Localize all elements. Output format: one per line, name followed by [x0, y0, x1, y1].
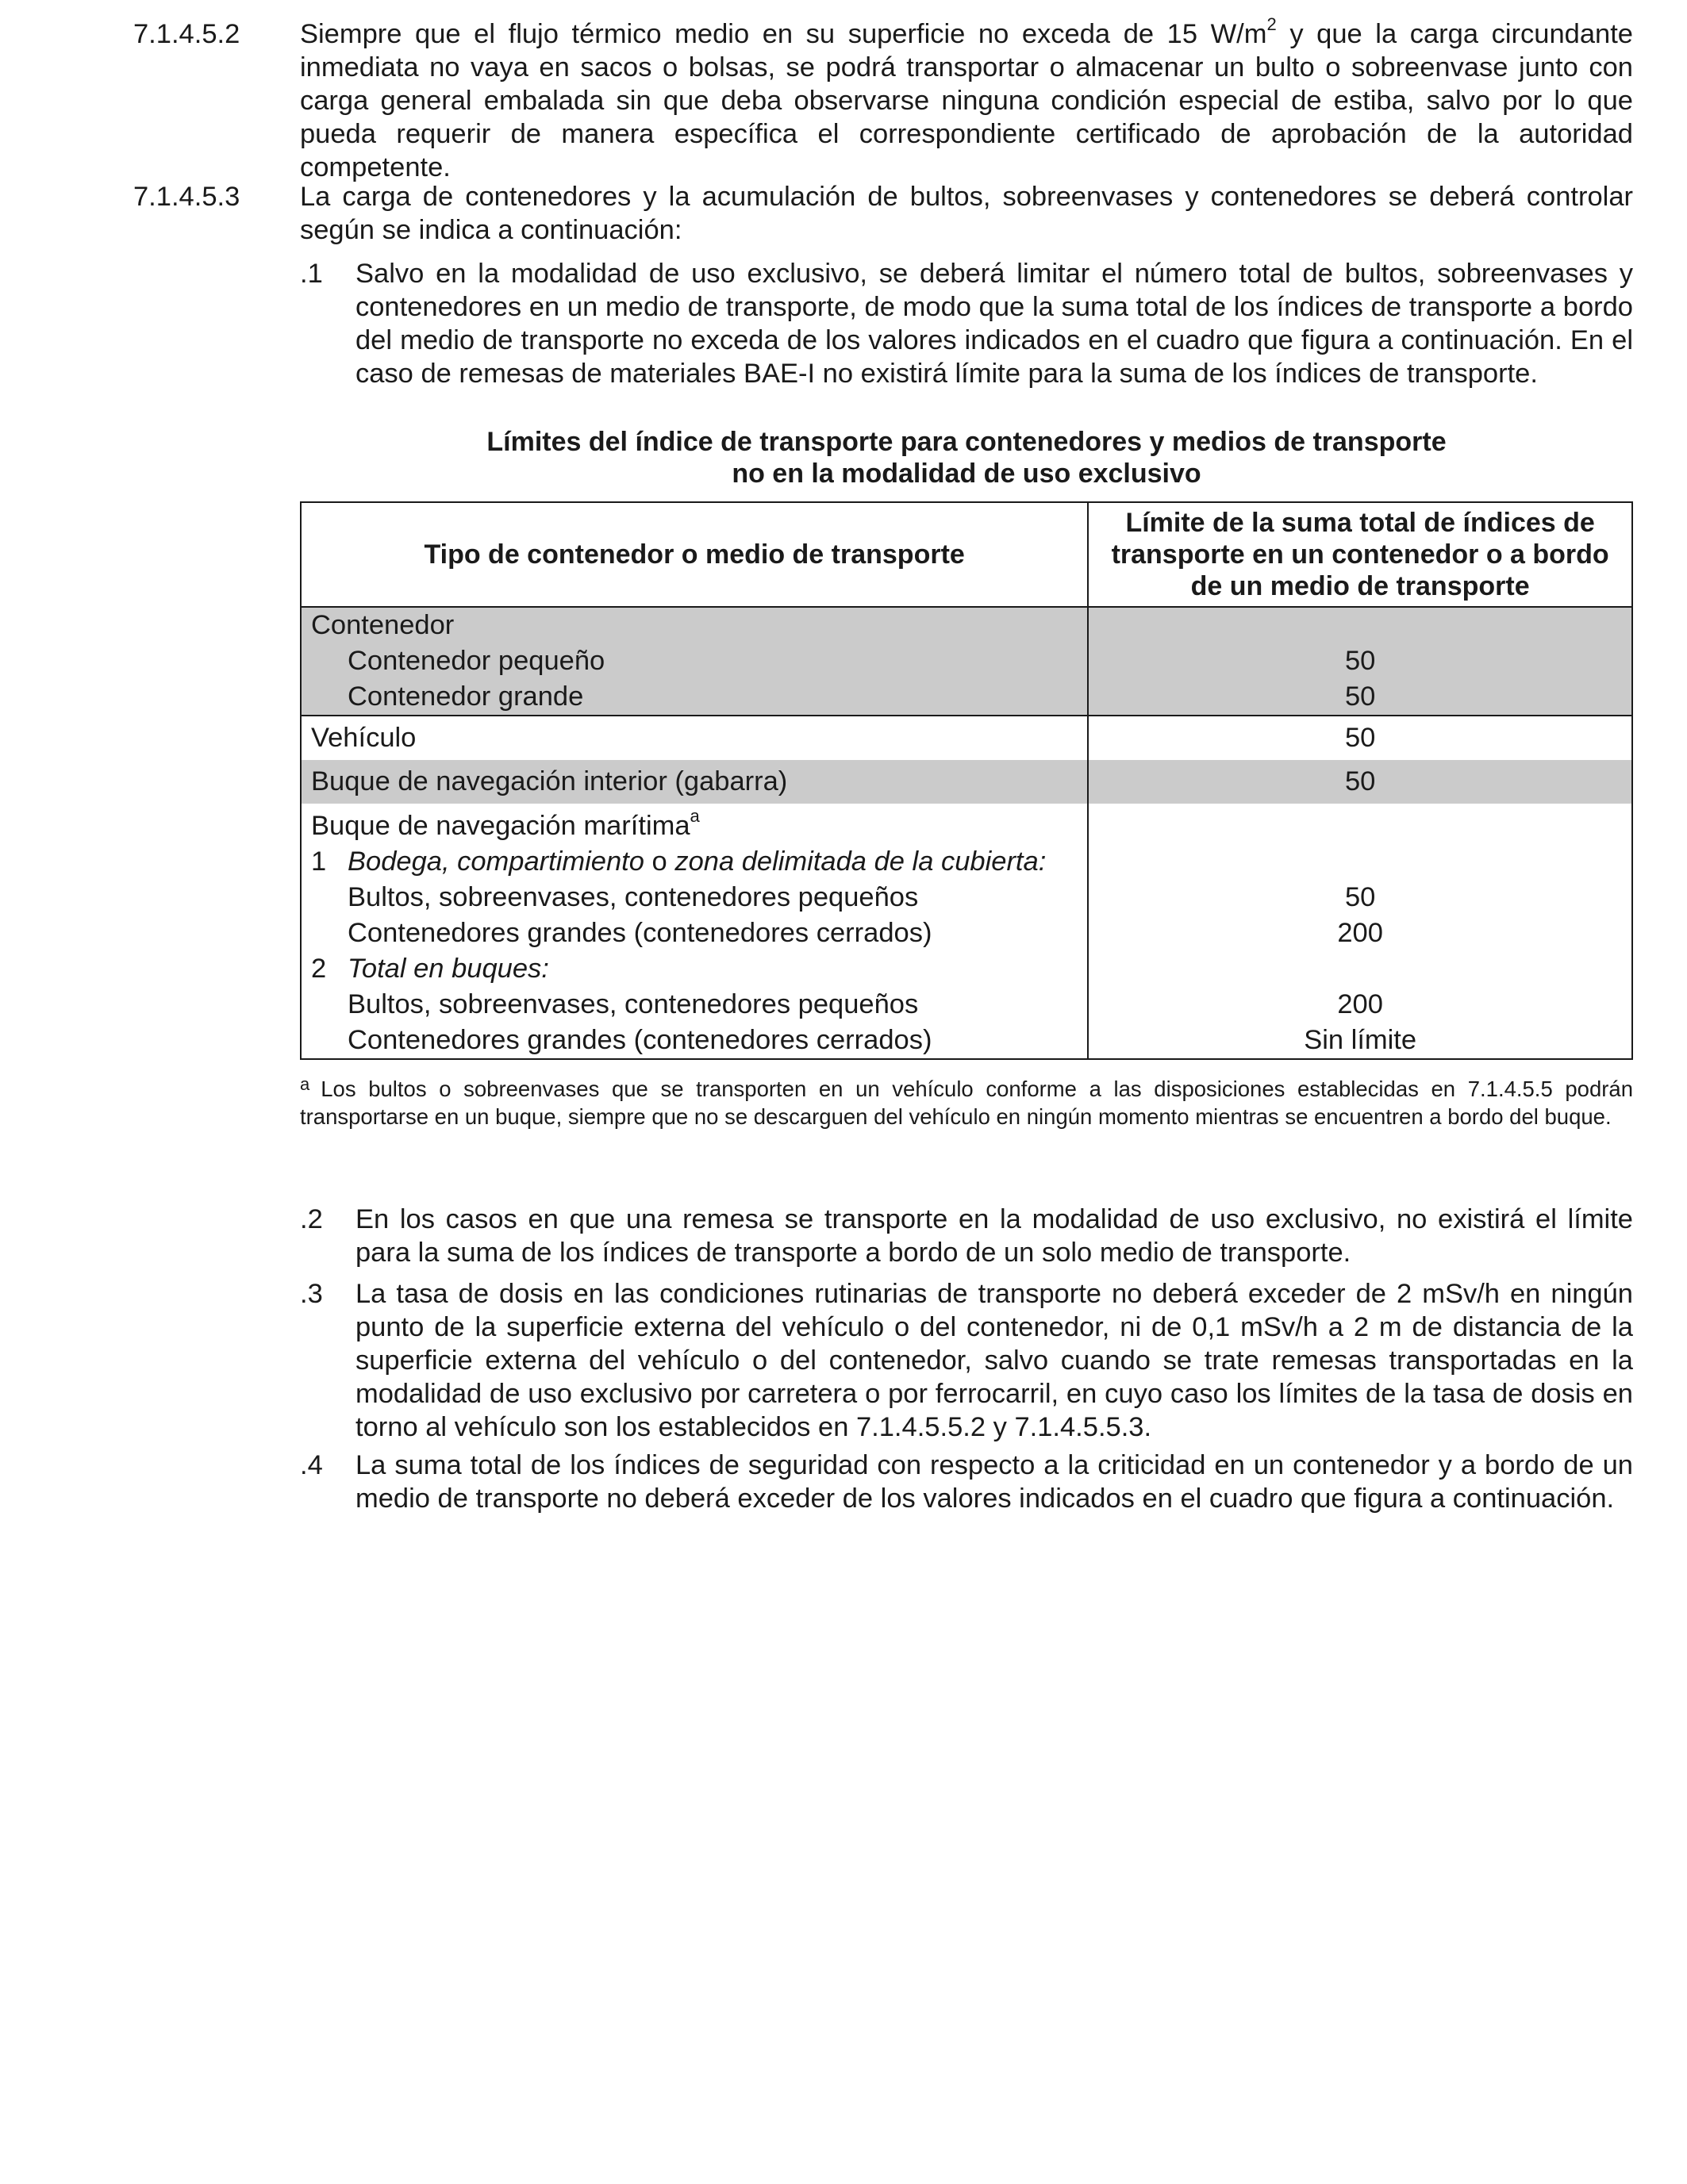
item-text: La suma total de los índices de seguridad con respecto a la criticidad en un contenedor y a bordo de un medio de transporte no deberá exceder de los valores indicados en el cuadro que figura a continuación. [355, 1450, 1633, 1514]
item-text: En los casos en que una remesa se transporte en la modalidad de uso exclusivo, no existirá el límite para la suma de los índices de transporte a bordo de un solo medio de transporte. [355, 1204, 1633, 1268]
row-sublabel: Contenedor grande [348, 681, 584, 712]
footnote-mark: a [300, 1074, 310, 1094]
table-cell-type [301, 804, 1088, 1059]
table-cell-value [1088, 607, 1632, 716]
paragraph-text [300, 13, 1633, 184]
table-title [300, 426, 1633, 489]
row-sublabel: Contenedores grandes (contenedores cerrados) [348, 1025, 932, 1055]
section-number: 1 [311, 846, 327, 877]
paragraph-number: 7.1.4.5.2 [133, 19, 240, 49]
table-title-line-2: no en la modalidad de uso exclusivo [732, 459, 1201, 489]
section-text: zona delimitada de la cubierta: [674, 846, 1047, 877]
paragraph-number: 7.1.4.5.3 [133, 182, 240, 212]
row-label [311, 805, 1087, 844]
row-label: Buque de navegación interior (gabarra) [311, 766, 788, 796]
footnote-ref: a [690, 805, 700, 826]
table-row-buque-interior [301, 760, 1632, 804]
table-row-contenedor [301, 607, 1632, 716]
table-row-vehiculo [301, 716, 1632, 760]
section-heading [311, 844, 1087, 880]
row-value: 50 [1344, 723, 1376, 753]
table-cell-type [301, 760, 1088, 804]
row-value: 50 [1344, 766, 1376, 796]
transport-index-limits-table [300, 501, 1633, 1060]
section-text: Total en buques: [348, 954, 549, 984]
table-cell-value [1088, 804, 1632, 1059]
item-text: La tasa de dosis en las condiciones rutinarias de transporte no deberá exceder de 2 mSv/h en ningún punto de la superficie externa del vehículo o del contenedor, ni de 0,1 mSv/h a 2 m de distancia de la superficie externa del vehículo o del contenedor, salvo cuando se trate remesas transportadas en la modalidad de uso exclusivo por carretera o por ferrocarril, en cuyo caso los límites de la tasa de dosis en torno al vehículo son los establecidos en 7.1.4.5.5.2 y 7.1.4.5.5.3. [355, 1279, 1633, 1442]
row-value: 200 [1337, 989, 1383, 1019]
row-label: Vehículo [311, 723, 417, 753]
header-line: Límite de la suma total de índices de [1125, 508, 1595, 538]
item-text: Salvo en la modalidad de uso exclusivo, se deberá limitar el número total de bultos, sobreenvases y contenedores en un medio de transporte, de modo que la suma total de los índices de transporte a bordo del medio de transporte no exceda de los valores indicados en el cuadro que figura a continuación. En el caso de remesas de materiales BAE-I no existirá límite para la suma de los índices de transporte. [355, 259, 1633, 389]
table-title-line-1: Límites del índice de transporte para contenedores y medios de transporte [486, 427, 1447, 457]
row-value: 200 [1337, 918, 1383, 948]
section-text: Bodega, compartimiento [348, 846, 644, 877]
section-text: o [644, 846, 675, 877]
row-sublabel: Bultos, sobreenvases, contenedores pequeños [348, 989, 919, 1019]
row-sublabel: Contenedor pequeño [348, 646, 605, 676]
section-heading [311, 951, 1087, 987]
row-value: 50 [1344, 882, 1376, 912]
row-label: Contenedor [311, 610, 455, 640]
table-cell-value [1088, 760, 1632, 804]
item-number: .2 [300, 1204, 323, 1234]
item-number: .3 [300, 1279, 323, 1309]
row-label-text: Buque de navegación marítima [311, 811, 690, 841]
header-index-limit [1088, 502, 1632, 607]
header-container-type: Tipo de contenedor o medio de transporte [301, 502, 1088, 607]
row-value: 50 [1344, 646, 1376, 676]
item-number: .4 [300, 1450, 323, 1480]
row-value: 50 [1344, 681, 1376, 712]
footnote-text: Los bultos o sobreenvases que se transporten en un vehículo conforme a las disposiciones establecidas en 7.1.4.5.5 podrán transportarse en un buque, siempre que no se descarguen del vehículo en ningún momento mientras se encuentren a bordo del buque. [300, 1077, 1633, 1129]
row-sublabel: Contenedores grandes (contenedores cerrados) [348, 918, 932, 948]
item-number: .1 [300, 259, 323, 289]
header-line: de un medio de transporte [1190, 571, 1530, 601]
superscript: 2 [1266, 13, 1277, 34]
table-footnote [300, 1075, 1633, 1130]
row-sublabel: Bultos, sobreenvases, contenedores pequeños [348, 882, 919, 912]
paragraph-text-a: Siempre que el flujo térmico medio en su superficie no exceda de 15 W/m [300, 19, 1267, 49]
table-cell-type [301, 716, 1088, 760]
table-cell-value [1088, 716, 1632, 760]
header-line: transporte en un contenedor o a bordo [1111, 539, 1609, 570]
table-row-buque-maritimo [301, 804, 1632, 1059]
section-number: 2 [311, 954, 327, 984]
row-value: Sin límite [1304, 1025, 1417, 1055]
paragraph-text: La carga de contenedores y la acumulación de bultos, sobreenvases y contenedores se deberá controlar según se indica a continuación: [300, 182, 1633, 245]
table-header-row [301, 502, 1632, 607]
paragraph-text-b: y que la carga circundante inmediata no vaya en sacos o bolsas, se podrá transportar o almacenar un bulto o sobreenvase junto con carga general embalada sin que deba observarse ninguna condición especial de estiba, salvo por lo que pueda requerir de manera específica el correspondiente certificado de aprobación de la autoridad competente. [300, 19, 1633, 182]
table-cell-type [301, 607, 1088, 716]
